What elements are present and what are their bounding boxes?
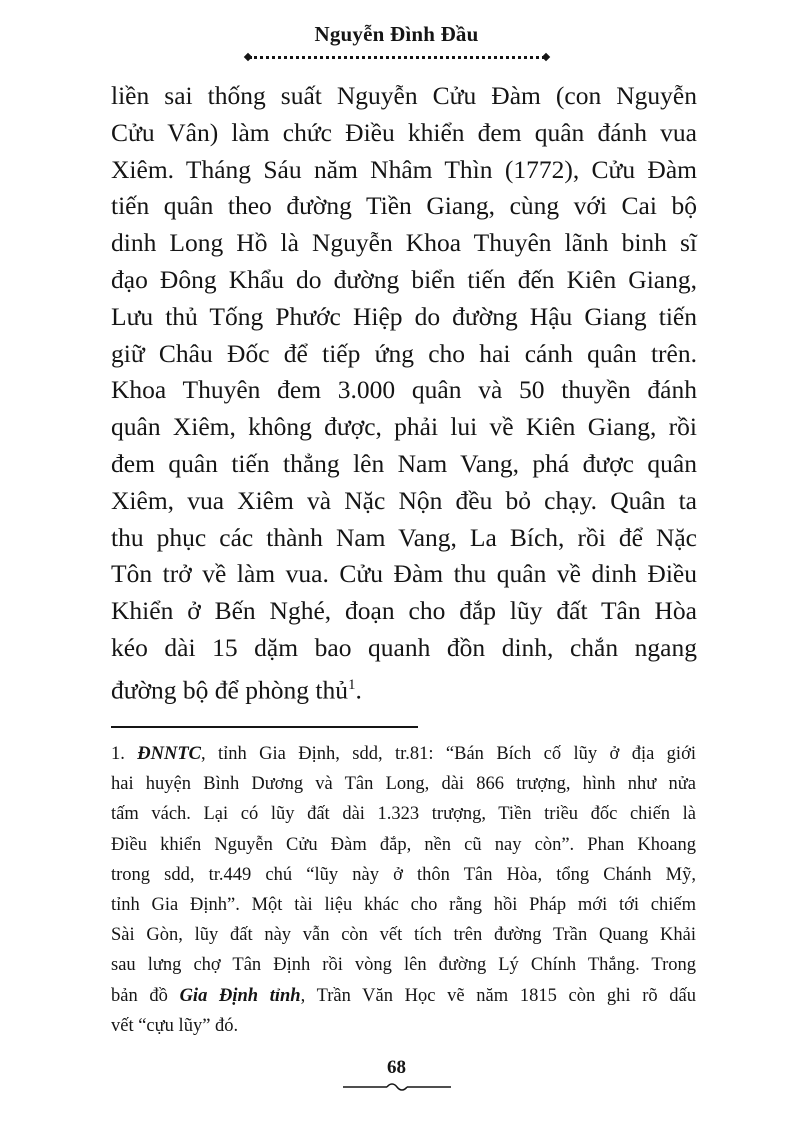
footnote-line: Điều khiển Nguyễn Cửu Đàm đắp, nền cũ nay còn”. Phan Khoang [111, 834, 696, 855]
body-paragraph [111, 78, 697, 709]
body-line: Cửu Vân) làm chức Điều khiển đem quân đánh vua [111, 117, 697, 147]
footnote-line: Sài Gòn, lũy đất này vẫn còn vết tích trên đường Trần Quang Khải [111, 925, 696, 946]
body-line: Xiêm, vua Xiêm và Nặc Nộn đều bỏ chạy. Quân ta [111, 485, 697, 515]
footnote-line-last: vết “cựu lũy” đó. [111, 1015, 239, 1036]
footnote-reference[interactable]: 1 [347, 676, 356, 693]
body-line: Tôn trở về làm vua. Cửu Đàm thu quân về dinh Điều [111, 559, 697, 589]
body-line: thu phục các thành Nam Vang, La Bích, rồi để Nặc [111, 522, 697, 552]
header-dotted-rule [249, 56, 545, 59]
footnote-line: sau lưng chợ Tân Định rồi vòng lên đường Lý Chính Thắng. Trong [111, 955, 696, 976]
rule-diamond-right [541, 53, 549, 61]
body-line: Xiêm. Tháng Sáu năm Nhâm Thìn (1772), Cửu Đàm [111, 154, 697, 184]
body-line: liền sai thống suất Nguyễn Cửu Đàm (con Nguyễn [111, 81, 697, 110]
body-last-text: đường bộ để phòng thủ [111, 675, 348, 705]
body-line: đem quân tiến thẳng lên Nam Vang, phá được quân [111, 448, 697, 478]
body-line: quân Xiêm, không được, phải lui về Kiên Giang, rồi [111, 412, 697, 442]
footnote [111, 739, 696, 1041]
body-line: dinh Long Hồ là Nguyễn Khoa Thuyên lãnh binh sĩ [111, 228, 697, 258]
page-number-ornament [343, 1082, 451, 1092]
footnote-line: tỉnh Gia Định”. Một tài liệu khác cho rằng hồi Pháp mới tới chiếm [111, 895, 696, 916]
ornament-swirl [387, 1084, 407, 1090]
footnote-line: hai huyện Bình Dương và Tân Long, dài 866 trượng, hình như nửa [111, 774, 696, 795]
body-line: giữ Châu Đốc để tiếp ứng cho hai cánh quân trên. [111, 338, 697, 368]
page-header [0, 22, 793, 59]
running-head: Nguyễn Đình Đầu [314, 22, 479, 46]
rule-diamond-left [243, 53, 251, 61]
footnote-line9-post: , Trần Văn Học vẽ năm 1815 còn ghi rõ dấu [300, 985, 697, 1006]
footnote-number: 1. [111, 744, 125, 764]
footnote-line: trong sdd, tr.449 chú “lũy này ở thôn Tân Hòa, tổng Chánh Mỹ, [111, 864, 696, 885]
footnote-separator [111, 726, 418, 728]
body-line: Khiển ở Bến Nghé, đoạn cho đắp lũy đất Tân Hòa [111, 596, 697, 626]
footnote-line9-pre: bản đồ [111, 985, 180, 1006]
footnote-line1-text: , tỉnh Gia Định, sdd, tr.81: “Bán Bích cố lũy ở địa giới [201, 744, 696, 764]
footnote-line [111, 981, 696, 1011]
footnote-map-title: Gia Định tỉnh [179, 985, 301, 1006]
body-line: Khoa Thuyên đem 3.000 quân và 50 thuyền đánh [111, 375, 697, 405]
footnote-source-abbr: ĐNNTC [137, 744, 201, 764]
body-line: kéo dài 15 dặm bao quanh đồn dinh, chắn ngang [111, 632, 697, 662]
body-line: Lưu thủ Tống Phước Hiệp do đường Hậu Giang tiến [111, 301, 697, 331]
footnote-line: tấm vách. Lại có lũy đất dài 1.323 trượng, Tiền triều đốc chiến là [111, 804, 696, 825]
body-line: đạo Đông Khẩu do đường biển tiến đến Kiên Giang, [111, 264, 697, 294]
body-line-last: đường bộ để phòng thủ$^1$. [111, 675, 362, 705]
footnote-line [111, 739, 696, 769]
page-number: 68 [387, 1057, 406, 1078]
body-line: tiến quân theo đường Tiền Giang, cùng với Cai bộ [111, 191, 697, 221]
